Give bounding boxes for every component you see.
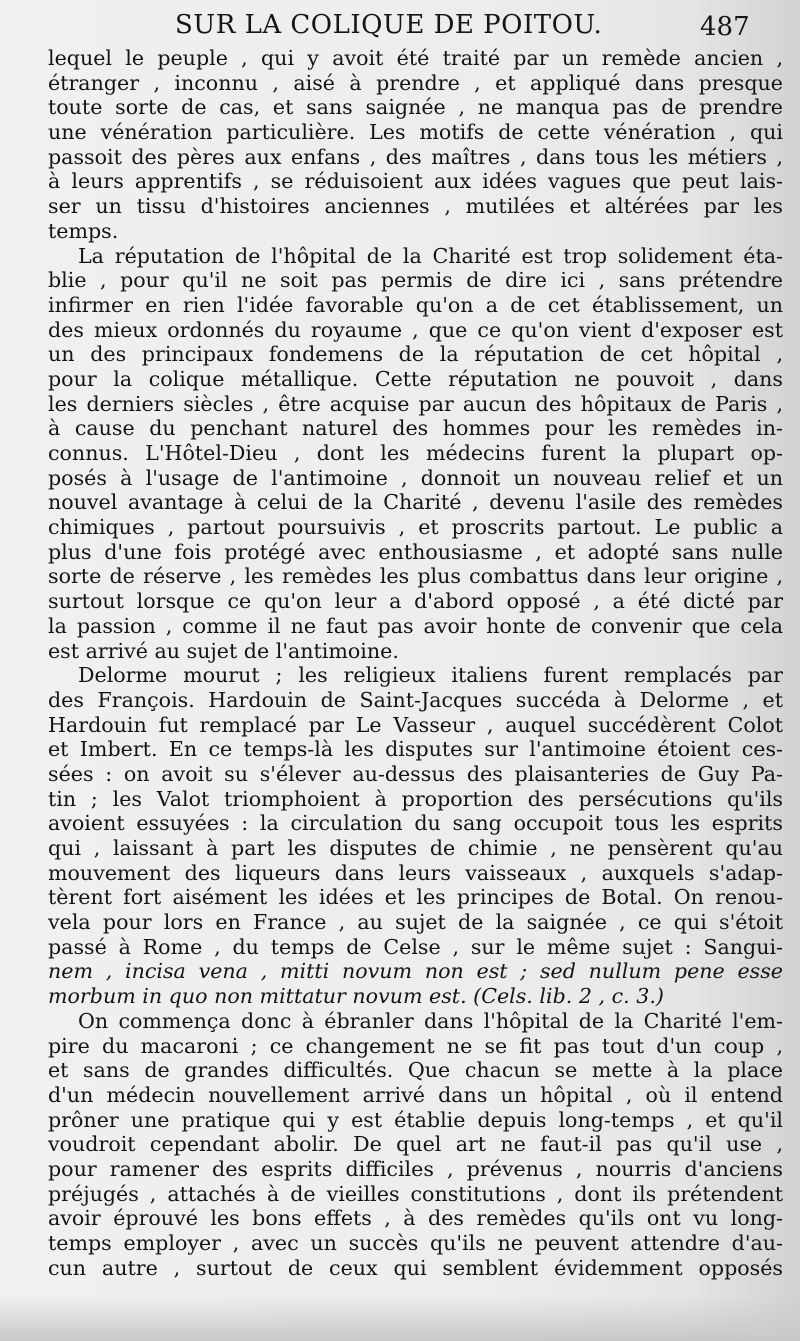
text-line: ser un tissu d'histoires anciennes , mutilées et altérées par les (48, 194, 783, 219)
text-line: connus. L'Hôtel-Dieu , dont les médecins furent la plupart op- (48, 441, 783, 465)
text-line: un des principaux fondemens de la réputation de cet hôpital , (48, 342, 783, 367)
text-line: sorte de réserve , les remèdes les plus combattus dans leur origine , (48, 564, 783, 589)
text-line: passoit des pères aux enfans , des maîtres , dans tous les métiers , (48, 144, 783, 169)
text-line: mouvement des liqueurs dans leurs vaisseaux , auxquels s'adap- (48, 860, 783, 885)
text-line: infirmer en rien l'idée favorable qu'on a de cet établissement, un (48, 292, 783, 317)
text-line: voudroit cependant abolir. De quel art ne faut-il pas qu'il use , (48, 1132, 783, 1157)
text-line: étranger , inconnu , aisé à prendre , et appliqué dans presque (48, 70, 783, 95)
text-line: et sans de grandes difficultés. Que chacun se mette à la place (48, 1058, 783, 1083)
text-line: morbum in quo non mittatur novum est. (Cels. lib. 2 , c. 3.) (48, 984, 664, 1009)
text-line: une vénération particulière. Les motifs de cette vénération , qui (48, 120, 783, 145)
text-line: passé à Rome , du temps de Celse , sur le même sujet : Sangui- (48, 934, 783, 959)
text-line: tèrent fort aisément les idées et les principes de Botal. On renou- (48, 885, 783, 910)
text-line: et Imbert. En ce temps-là les disputes sur l'antimoine étoient ces- (48, 737, 783, 762)
running-head (0, 8, 800, 42)
text-line: des mieux ordonnés du royaume , que ce qu'on vient d'exposer est (48, 317, 783, 342)
text-line: est arrivé au sujet de l'antimoine. (48, 638, 399, 663)
text-line: les derniers siècles , être acquise par aucun des hôpitaux de Paris , (48, 391, 783, 416)
text-line: à cause du penchant naturel des hommes pour les remèdes in- (48, 416, 783, 441)
text-line: blie , pour qu'il ne soit pas permis de dire ici , sans prétendre (48, 268, 783, 293)
text-line: avoir éprouvé les bons effets , à des remèdes qu'ils ont vu long- (48, 1206, 783, 1231)
text-line: On commença donc à ébranler dans l'hôpital de la Charité l'em- (78, 1008, 783, 1033)
body-text (48, 46, 783, 1280)
text-line: nem , incisa vena , mitti novum non est ; sed nullum pene esse (48, 959, 783, 984)
text-line: toute sorte de cas, et sans saignée , ne manqua pas de prendre (48, 95, 783, 120)
text-line: à leurs apprentifs , se réduisoient aux idées vagues que peut lais- (48, 169, 783, 194)
text-line: pour ramener des esprits difficiles , prévenus , nourris d'anciens (48, 1156, 783, 1181)
text-line: préjugés , attachés à de vieilles constitutions , dont ils prétendent (48, 1181, 783, 1206)
text-line: la passion , comme il ne faut pas avoir honte de convenir que cela (48, 613, 783, 638)
text-line: posés à l'usage de l'antimoine , donnoit un nouveau relief et un (48, 465, 783, 490)
text-line: d'un médecin nouvellement arrivé dans un hôpital , où il entend (48, 1082, 783, 1107)
text-line: temps employer , avec un succès qu'ils ne peuvent attendre d'au- (48, 1231, 783, 1255)
text-line: vela pour lors en France , au sujet de la saignée , ce qui s'étoit (48, 910, 783, 935)
text-line: cun autre , surtout de ceux qui semblent évidemment opposés (48, 1255, 783, 1280)
text-line: des François. Hardouin de Saint-Jacques succéda à Delorme , et (48, 687, 783, 712)
text-line: pour la colique métallique. Cette réputation ne pouvoit , dans (48, 366, 783, 391)
text-line: lequel le peuple , qui y avoit été traité par un remède ancien , (48, 46, 783, 70)
page-number: 487 (700, 12, 750, 42)
text-line: tin ; les Valot triomphoient à proportion des persécutions qu'ils (48, 786, 783, 811)
text-line: qui , laissant à part les disputes de chimie , ne pensèrent qu'au (48, 836, 783, 860)
text-line: Delorme mourut ; les religieux italiens furent remplacés par (78, 663, 783, 688)
text-line: surtout lorsque ce qu'on leur a d'abord opposé , a été dicté par (48, 589, 783, 614)
text-line: avoient essuyées : la circulation du sang occupoit tous les esprits (48, 811, 783, 836)
text-line: temps. (48, 218, 119, 243)
text-line: pire du macaroni ; ce changement ne se fit pas tout d'un coup , (48, 1033, 783, 1058)
text-line: sées : on avoit su s'élever au-dessus des plaisanteries de Guy Pa- (48, 761, 783, 786)
text-line: nouvel avantage à celui de la Charité , devenu l'asile des remèdes (48, 490, 783, 515)
text-line: chimiques , partout poursuivis , et proscrits partout. Le public a (48, 515, 783, 540)
text-line: Hardouin fut remplacé par Le Vasseur , auquel succédèrent Colot (48, 712, 783, 737)
text-line: prôner une pratique qui y est établie depuis long-temps , et qu'il (48, 1107, 783, 1132)
text-line: La réputation de l'hôpital de la Charité est trop solidement éta- (78, 243, 783, 268)
text-line: plus d'une fois protégé avec enthousiasme , et adopté sans nulle (48, 539, 783, 564)
running-title: SUR LA COLIQUE DE POITOU. (175, 10, 603, 40)
